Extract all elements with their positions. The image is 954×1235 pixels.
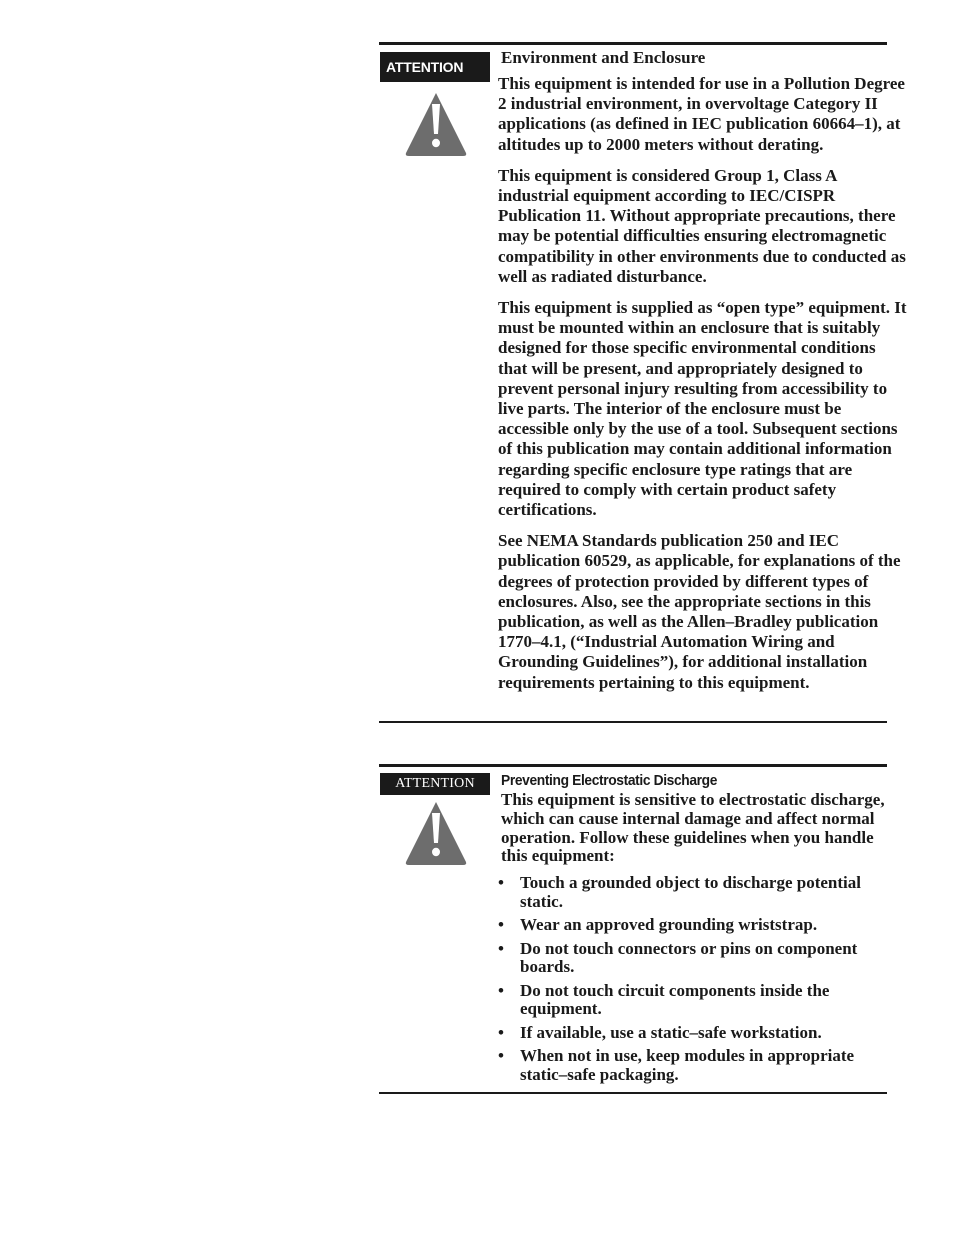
- attention-badge: ATTENTION: [380, 52, 490, 82]
- bullet-icon: •: [498, 1046, 504, 1066]
- warning-triangle-icon: [403, 90, 469, 158]
- list-item: • If available, use a static–safe workstation.: [498, 1022, 822, 1042]
- paragraph: See NEMA Standards publication 250 and IEC publication 60529, as applicable, for explanations of the degrees of protection provided by different types of enclosures. Also, see the appropriate sections in this publication, as well as the Allen–Bradley publication 1770–4.1, (“Industrial Automation Wiring and Grounding Guidelines”), for additional installation requirements pertaining to this equipment.: [498, 531, 901, 692]
- guideline-list: [498, 873, 901, 1084]
- attention-notice-environment: [379, 42, 907, 725]
- notice-body: [498, 74, 908, 704]
- paragraph: This equipment is considered Group 1, Class A industrial equipment according to IEC/CISPR Publication 11. Without appropriate precautions, there may be potential difficulties ensuring electromagnetic compatibility in other environments due to conducted as well as radiated disturbance.: [498, 165, 906, 286]
- paragraph: This equipment is intended for use in a Pollution Degree 2 industrial environment, in overvoltage Category II applications (as defined in IEC publication 60664–1), at altitudes up to 2000 meters without derating.: [498, 74, 905, 154]
- notice-title: Preventing Electrostatic Discharge: [501, 772, 718, 789]
- attention-badge: ATTENTION: [380, 773, 490, 795]
- list-item: • Do not touch circuit components inside the equipment.: [498, 980, 830, 1019]
- bottom-rule: [379, 1092, 887, 1094]
- list-item: • Do not touch connectors or pins on component boards.: [498, 938, 858, 977]
- top-rule: [379, 42, 887, 45]
- bullet-icon: •: [498, 980, 504, 1000]
- top-rule: [379, 764, 887, 767]
- bullet-icon: •: [498, 873, 504, 893]
- notice-title: Environment and Enclosure: [501, 48, 706, 67]
- list-item: • When not in use, keep modules in appropriate static–safe packaging.: [498, 1046, 855, 1084]
- list-item: • Wear an approved grounding wriststrap.: [498, 915, 818, 935]
- bullet-icon: •: [498, 915, 504, 935]
- attention-notice-esd: [379, 764, 887, 1096]
- bullet-icon: •: [498, 938, 504, 958]
- list-item: • Touch a grounded object to discharge potential static.: [498, 873, 861, 911]
- bottom-rule: [379, 721, 887, 723]
- notice-body: [498, 790, 901, 1089]
- bullet-icon: •: [498, 1022, 504, 1042]
- paragraph: This equipment is supplied as “open type” equipment. It must be mounted within an enclosure that is suitably designed for those specific environmental conditions that will be present, and appropriately designed to prevent personal injury resulting from accessibility to live parts. The interior of the enclosure must be accessible only by the use of a tool. Subsequent sections of this publication may contain additional information regarding specific enclosure type ratings that are required to comply with certain product safety certifications.: [498, 298, 907, 520]
- warning-triangle-icon: [403, 799, 469, 867]
- intro-paragraph: This equipment is sensitive to electrostatic discharge, which can cause internal damage and affect normal operation. Follow these guidelines when you handle this equipment:: [501, 790, 885, 866]
